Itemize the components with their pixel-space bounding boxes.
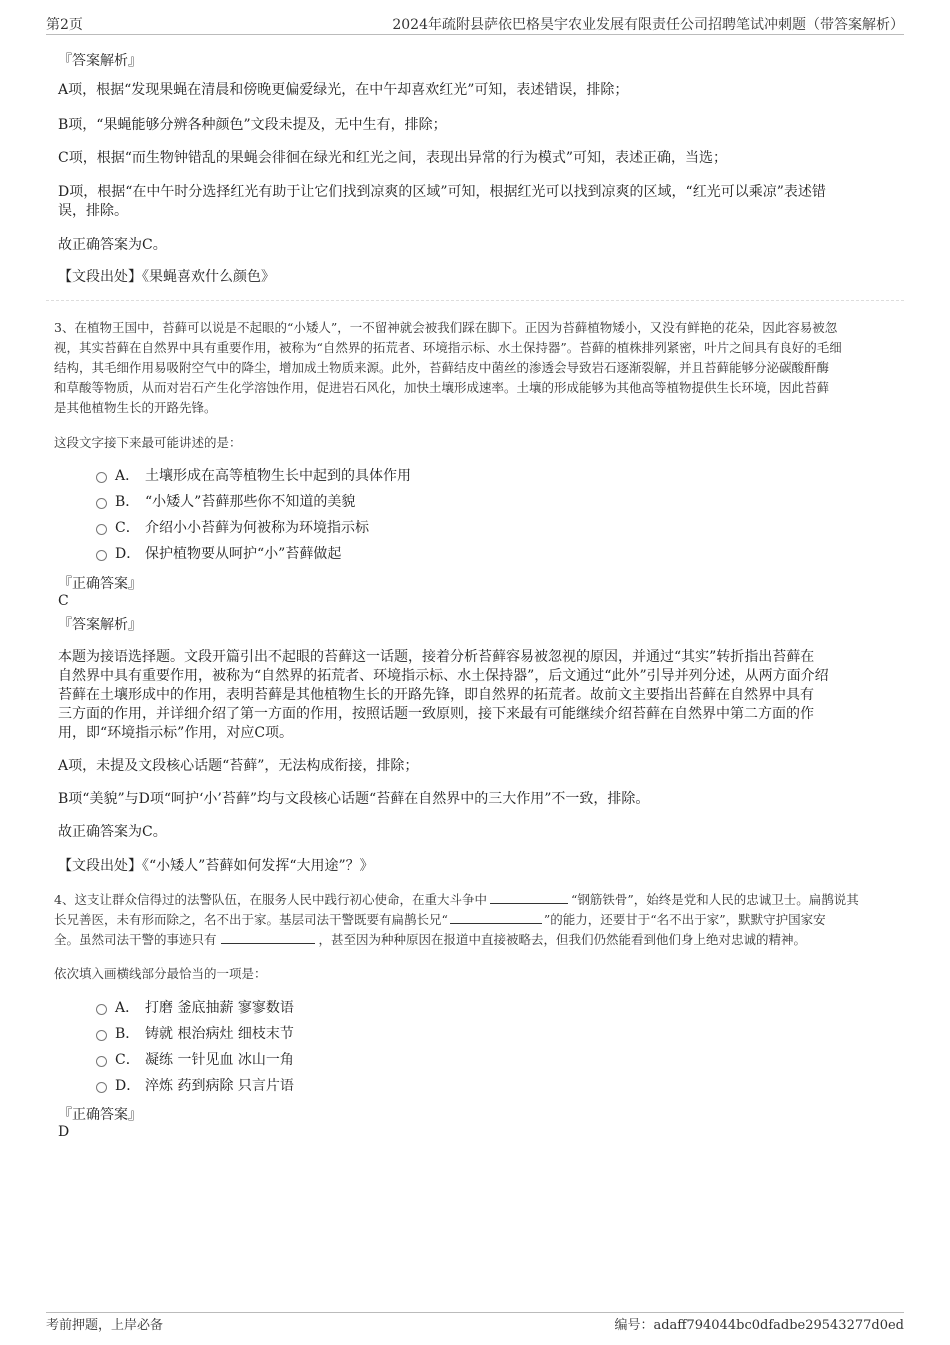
option-text: 土壤形成在高等植物生长中起到的具体作用 xyxy=(145,468,411,484)
radio-icon[interactable] xyxy=(96,1082,107,1093)
radio-icon[interactable] xyxy=(96,550,107,561)
q3-question: 这段文字接下来最可能讲述的是： xyxy=(54,435,242,450)
option-letter: A． xyxy=(115,468,140,484)
q4-text: ”的能力，还要甘于“名不出于家”，默默守护国家安 xyxy=(543,912,826,927)
q4-correct-answer: D xyxy=(58,1124,70,1140)
q3-passage-line-4: 和草酸等物质，从而对岩石产生化学溶蚀作用，促进岩石风化，加快土壤形成速率。土壤的形成能够为其他高等植物提供生长环境，因此苔藓 xyxy=(54,380,830,395)
option-letter: D． xyxy=(115,546,141,562)
option-letter: B． xyxy=(115,494,140,510)
footer-divider xyxy=(46,1312,904,1313)
option-letter: D． xyxy=(115,1078,141,1094)
document-title: 2024年疏附县萨依巴格昊宇农业发展有限责任公司招聘笔试冲刺题（带答案解析） xyxy=(392,17,904,33)
option-text: “小矮人”苔藓那些你不知道的美貌 xyxy=(145,494,356,510)
radio-icon[interactable] xyxy=(96,524,107,535)
q3-passage-line-1: 3、在植物王国中，苔藓可以说是不起眼的“小矮人”，一不留神就会被我们踩在脚下。正因为苔藓植物矮小，又没有鲜艳的花朵，因此容易被忽 xyxy=(54,320,838,335)
question-divider xyxy=(46,300,904,301)
radio-icon[interactable] xyxy=(96,1004,107,1015)
q3-analysis-label: 『答案解析』 xyxy=(58,617,142,633)
q4-text: 4、这支让群众信得过的法警队伍，在服务人民中践行初心使命，在重大斗争中 xyxy=(54,892,487,907)
radio-icon[interactable] xyxy=(96,1056,107,1067)
q3-source: 【文段出处】《“小矮人”苔藓如何发挥“大用途”？》 xyxy=(58,858,374,874)
radio-icon[interactable] xyxy=(96,1030,107,1041)
page-number: 第2页 xyxy=(46,17,83,33)
option-text: 保护植物要从呵护“小”苔藓做起 xyxy=(145,546,342,562)
q3-passage-line-2: 视，其实苔藓在自然界中具有重要作用，被称为“自然界的拓荒者、环境指示标、水土保持器”。苔藓的植株排列紧密，叶片之间具有良好的毛细 xyxy=(54,340,842,355)
option-text: 淬炼 药到病除 只言片语 xyxy=(145,1078,294,1094)
q2-source: 【文段出处】《果蝇喜欢什么颜色》 xyxy=(58,269,275,285)
q4-text: 全。虽然司法干警的事迹只有 xyxy=(54,932,217,947)
fill-blank-2 xyxy=(450,912,542,924)
document-code: 编号：adaff794044bc0dfadbe29543277d0ed xyxy=(614,1318,904,1333)
option-text: 打磨 釜底抽薪 寥寥数语 xyxy=(145,1000,294,1016)
fill-blank-3 xyxy=(221,932,315,944)
q3-analysis-line-4: 三方面的作用，并详细介绍了第一方面的作用，按照话题一致原则，接下来最有可能继续介绍苔藓在自然界中第二方面的作 xyxy=(58,706,814,722)
radio-icon[interactable] xyxy=(96,498,107,509)
q2-analysis-d-line2: 误，排除。 xyxy=(58,203,128,219)
option-letter: B． xyxy=(115,1026,140,1042)
q2-analysis-label: 『答案解析』 xyxy=(58,53,142,69)
option-text: 介绍小小苔藓为何被称为环境指示标 xyxy=(145,520,369,536)
q3-analysis-bd: B项“美貌”与D项“呵护‘小’苔藓”均与文段核心话题“苔藓在自然界中的三大作用”不一致，排除。 xyxy=(58,791,650,807)
option-text: 铸就 根治病灶 细枝末节 xyxy=(145,1026,294,1042)
q2-conclusion: 故正确答案为C。 xyxy=(58,237,167,253)
option-letter: C． xyxy=(115,520,140,536)
q3-passage-line-3: 结构，其毛细作用易吸附空气中的降尘，增加成土物质来源。此外，苔藓结皮中菌丝的渗透会导致岩石逐渐裂解，并且苔藓能够分泌碳酸酐酶 xyxy=(54,360,830,375)
q4-question: 依次填入画横线部分最恰当的一项是： xyxy=(54,966,267,981)
radio-icon[interactable] xyxy=(96,472,107,483)
option-text: 凝练 一针见血 冰山一角 xyxy=(145,1052,294,1068)
header-divider xyxy=(46,34,904,35)
q3-analysis-line-3: 苔藓在土壤形成中的作用，表明苔藓是其他植物生长的开路先锋，即自然界的拓荒者。故前文主要指出苔藓在自然界中具有 xyxy=(58,687,814,703)
fill-blank-1 xyxy=(490,892,568,904)
q2-analysis-b: B项，“果蝇能够分辨各种颜色”文段未提及，无中生有，排除； xyxy=(58,117,447,133)
footer-slogan: 考前押题，上岸必备 xyxy=(46,1318,164,1333)
q3-correct-answer: C xyxy=(58,593,69,609)
q2-analysis-c: C项，根据“而生物钟错乱的果蝇会徘徊在绿光和红光之间，表现出异常的行为模式”可知，表述正确，当选； xyxy=(58,150,728,166)
q2-analysis-d-line1: D项，根据“在中午时分选择红光有助于让它们找到凉爽的区域”可知，根据红光可以找到凉爽的区域，“红光可以乘凉”表述错 xyxy=(58,184,826,200)
q4-correct-label: 『正确答案』 xyxy=(58,1107,142,1123)
q3-passage-line-5: 是其他植物生长的开路先锋。 xyxy=(54,400,217,415)
q3-analysis-line-2: 自然界中具有重要作用，被称为“自然界的拓荒者、环境指示标、水土保持器”，后文通过“此外”引导并列分述，从两方面介绍 xyxy=(58,668,829,684)
q4-passage-line-3 xyxy=(54,930,806,949)
q3-analysis-line-5: 用，即“环境指示标”作用，对应C项。 xyxy=(58,725,294,741)
q4-text: 长兄善医，未有形而除之，名不出于家。基层司法干警既要有扁鹊长兄“ xyxy=(54,912,448,927)
option-letter: C． xyxy=(115,1052,140,1068)
option-letter: A． xyxy=(115,1000,140,1016)
q4-text: ，甚至因为种种原因在报道中直接被略去，但我们仍然能看到他们身上绝对忠诚的精神。 xyxy=(318,932,807,947)
q3-analysis-line-1: 本题为接语选择题。文段开篇引出不起眼的苔藓这一话题，接着分析苔藓容易被忽视的原因，并通过“其实”转折指出苔藓在 xyxy=(58,649,815,665)
q3-analysis-a: A项，未提及文段核心话题“苔藓”，无法构成衔接，排除； xyxy=(58,758,419,774)
q4-passage-line-2 xyxy=(54,910,826,929)
q4-passage-line-1 xyxy=(54,890,859,909)
q3-conclusion: 故正确答案为C。 xyxy=(58,824,167,840)
q3-correct-label: 『正确答案』 xyxy=(58,576,142,592)
q4-text: “钢筋铁骨”，始终是党和人民的忠诚卫士。扁鹊说其 xyxy=(570,892,859,907)
q2-analysis-a: A项，根据“发现果蝇在清晨和傍晚更偏爱绿光，在中午却喜欢红光”可知，表述错误，排除； xyxy=(58,82,629,98)
